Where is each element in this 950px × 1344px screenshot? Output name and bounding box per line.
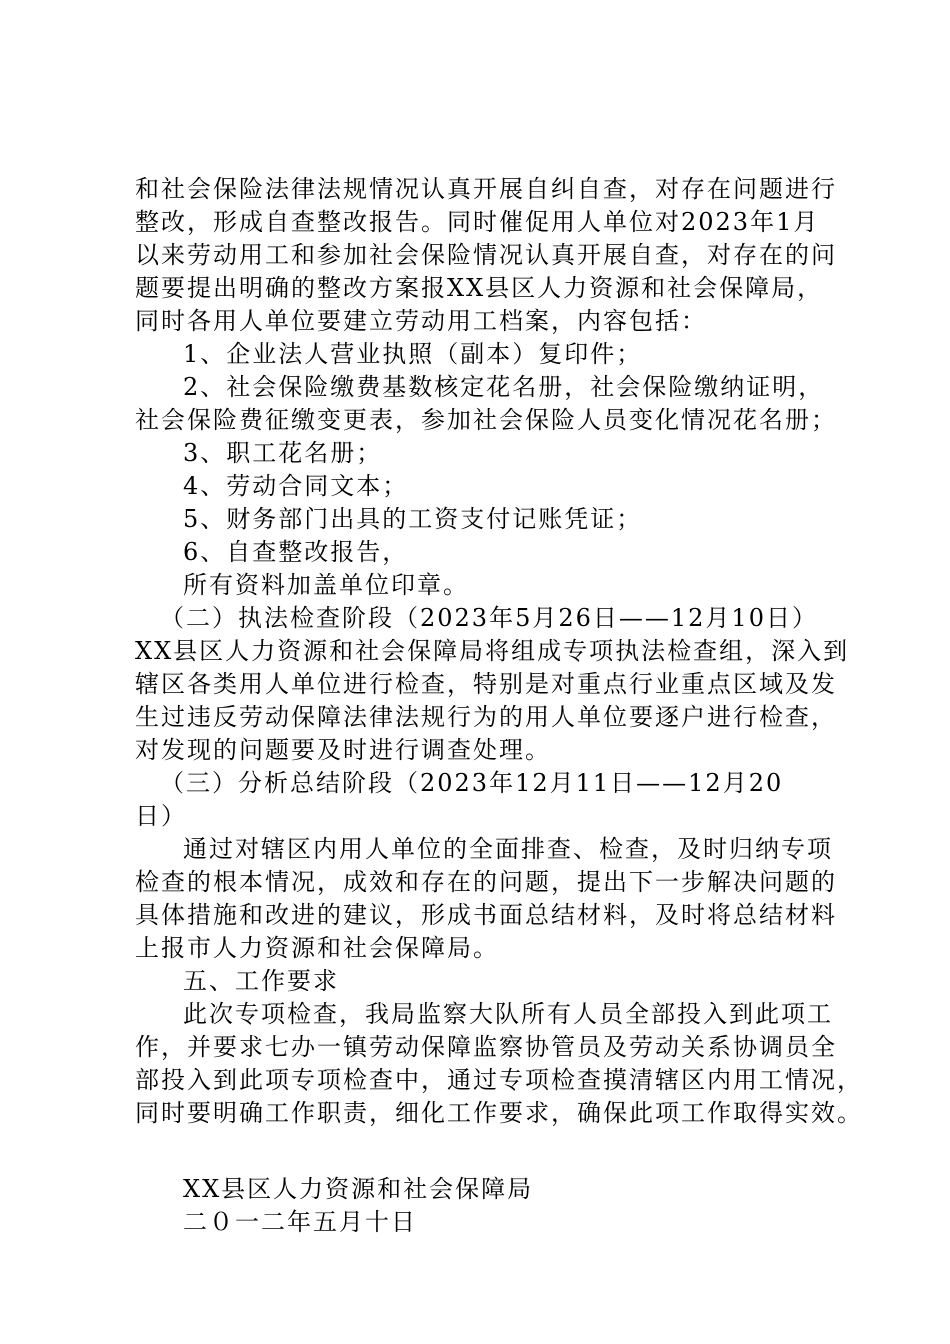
body-line: 和社会保险法律法规情况认真开展自纠自查，对存在问题进行 xyxy=(135,175,837,203)
body-line: 具体措施和改进的建议，形成书面总结材料，及时将总结材料 xyxy=(135,901,837,929)
signature-date: 二０一二年五月十日 xyxy=(183,1208,417,1236)
body-line: 社会保险费征缴变更表，参加社会保险人员变化情况花名册； xyxy=(135,406,837,434)
body-line: 对发现的问题要及时进行调查处理。 xyxy=(135,736,551,764)
list-item: 3、职工花名册； xyxy=(183,439,383,467)
list-item: 5、财务部门出具的工资支付记账凭证； xyxy=(183,505,643,533)
body-line: 同时要明确工作职责，细化工作要求，确保此项工作取得实效。 xyxy=(135,1099,863,1127)
list-item: 4、劳动合同文本； xyxy=(183,472,409,500)
body-line: 上报市人力资源和社会保障局。 xyxy=(135,934,499,962)
body-line: 整改，形成自查整改报告。同时催促用人单位对2023年1月 xyxy=(135,208,820,236)
body-line: 通过对辖区内用人单位的全面排查、检查，及时归纳专项 xyxy=(183,835,833,863)
body-line: 生过违反劳动保障法律法规行为的用人单位要逐户进行检查， xyxy=(135,703,837,731)
body-line: 题要提出明确的整改方案报XX县区人力资源和社会保障局， xyxy=(135,274,824,302)
body-line: 部投入到此项专项检查中，通过专项检查摸清辖区内用工情况， xyxy=(135,1066,863,1094)
body-line: 同时各用人单位要建立劳动用工档案，内容包括： xyxy=(135,307,707,335)
body-line: 以来劳动用工和参加社会保险情况认真开展自查，对存在的问 xyxy=(135,241,837,269)
signature-org: XX县区人力资源和社会保障局 xyxy=(183,1175,534,1203)
section-heading: （二）执法检查阶段（2023年5月26日——12月10日） xyxy=(160,604,818,632)
section-heading: 五、工作要求 xyxy=(183,967,339,995)
body-line: 所有资料加盖单位印章。 xyxy=(183,571,469,599)
section-heading: （三）分析总结阶段（2023年12月11日——12月20 xyxy=(160,769,784,797)
body-line: XX县区人力资源和社会保障局将组成专项执法检查组，深入到 xyxy=(135,637,850,665)
list-item: 1、企业法人营业执照（副本）复印件； xyxy=(183,340,643,368)
list-item: 6、自查整改报告， xyxy=(183,538,409,566)
body-line: 此次专项检查，我局监察大队所有人员全部投入到此项工 xyxy=(183,1000,833,1028)
list-item: 2、社会保险缴费基数核定花名册，社会保险缴纳证明， xyxy=(183,373,825,401)
body-line: 检查的根本情况，成效和存在的问题，提出下一步解决问题的 xyxy=(135,868,837,896)
body-line: 作，并要求七办一镇劳动保障监察协管员及劳动关系协调员全 xyxy=(135,1033,837,1061)
body-line: 辖区各类用人单位进行检查，特别是对重点行业重点区域及发 xyxy=(135,670,837,698)
body-line: 日） xyxy=(135,802,187,830)
